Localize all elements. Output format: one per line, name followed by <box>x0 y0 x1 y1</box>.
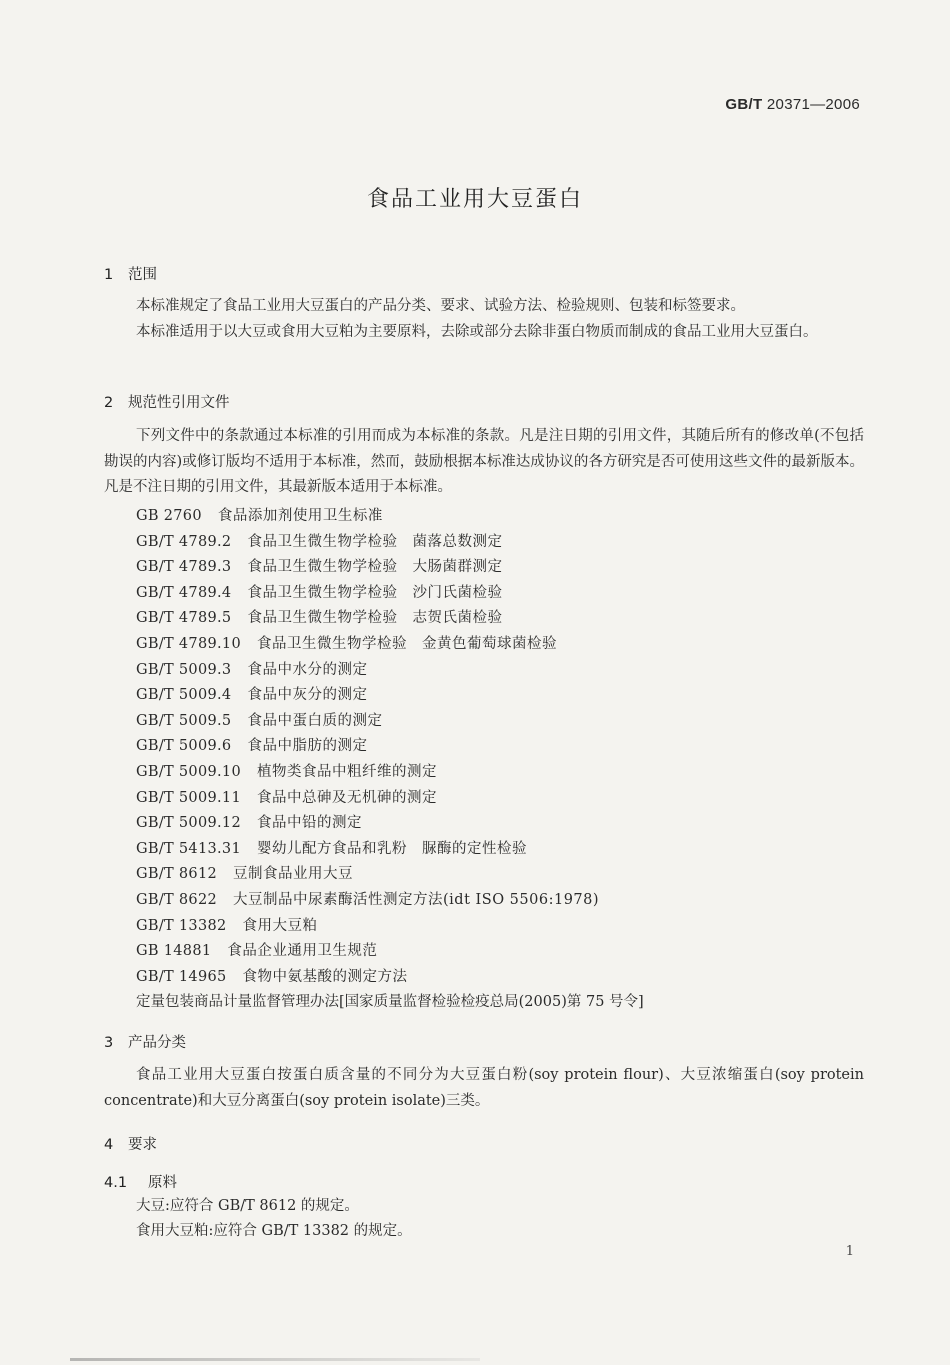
reference-code: GB/T 4789.4 <box>136 584 232 601</box>
standard-number <box>725 96 860 113</box>
reference-code: GB/T 5009.12 <box>136 815 241 832</box>
reference-item <box>136 914 644 940</box>
document-title: 食品工业用大豆蛋白 <box>366 187 583 212</box>
reference-item <box>136 786 644 812</box>
reference-name: 食用大豆粕 <box>242 917 318 934</box>
reference-name: 食物中氨基酸的测定方法 <box>242 968 408 985</box>
reference-name: 食品中脂肪的测定 <box>247 738 368 755</box>
reference-code: GB/T 4789.5 <box>136 610 232 627</box>
reference-item <box>136 939 644 965</box>
reference-item <box>136 965 644 991</box>
section-number: 2 <box>104 395 114 411</box>
section-1-paragraph-1: 本标准规定了食品工业用大豆蛋白的产品分类、要求、试验方法、检验规则、包装和标签要求。 <box>136 298 745 314</box>
subsection-title: 原料 <box>148 1175 177 1191</box>
reference-code: GB/T 4789.3 <box>136 559 232 576</box>
reference-code: GB/T 4789.10 <box>136 635 241 652</box>
reference-name: 食品中灰分的测定 <box>247 687 368 704</box>
reference-item <box>136 581 644 607</box>
reference-name: 豆制食品业用大豆 <box>233 866 354 883</box>
reference-code: GB/T 13382 <box>136 917 227 934</box>
section-4-heading <box>104 1133 157 1154</box>
reference-item <box>136 811 644 837</box>
reference-name: 食品卫生微生物学检验 金黄色葡萄球菌检验 <box>256 635 557 652</box>
reference-code: GB 14881 <box>136 943 212 960</box>
section-title: 规范性引用文件 <box>128 395 230 411</box>
reference-item <box>136 888 644 914</box>
scan-edge-artifact <box>70 1358 480 1361</box>
reference-item <box>136 837 644 863</box>
section-title: 产品分类 <box>128 1035 186 1051</box>
reference-item <box>136 504 644 530</box>
reference-item <box>136 606 644 632</box>
reference-code: GB/T 14965 <box>136 968 227 985</box>
subsection-number: 4.1 <box>104 1175 128 1191</box>
reference-name: 食品卫生微生物学检验 大肠菌群测定 <box>247 559 503 576</box>
section-title: 范围 <box>128 267 157 283</box>
reference-name: 食品添加剂使用卫生标准 <box>217 508 383 524</box>
reference-name: 婴幼儿配方食品和乳粉 脲酶的定性检验 <box>256 840 527 857</box>
reference-name: 植物类食品中粗纤维的测定 <box>256 763 437 780</box>
page-number: 1 <box>845 1244 854 1259</box>
reference-name: 大豆制品中尿素酶活性测定方法(idt ISO 5506:1978) <box>233 891 600 908</box>
reference-code: GB/T 8612 <box>136 866 218 883</box>
reference-item <box>136 734 644 760</box>
reference-name: 食品企业通用卫生规范 <box>227 943 378 960</box>
reference-item-regulation: 定量包装商品计量监督管理办法[国家质量监督检验检疫总局(2005)第 75 号令] <box>136 994 644 1011</box>
reference-item <box>136 862 644 888</box>
section-number: 4 <box>104 1137 114 1153</box>
section-number: 1 <box>104 267 114 283</box>
reference-code: GB/T 8622 <box>136 891 218 908</box>
section-2-intro: 下列文件中的条款通过本标准的引用而成为本标准的条款。凡是注日期的引用文件，其随后所有的修改单(不包括勘误的内容)或修订版均不适用于本标准，然而，鼓励根据本标准达成协议的各方研究是否可使用这些文件的最新版本。凡是不注日期的引用文件，其最新版本适用于本标准。 <box>104 428 864 495</box>
requirement-line-soybean-meal: 食用大豆粕:应符合 GB/T 13382 的规定。 <box>136 1223 412 1239</box>
subsection-4-1-heading <box>104 1171 177 1192</box>
reference-code: GB/T 5009.4 <box>136 687 232 704</box>
reference-code: GB/T 5009.6 <box>136 738 232 755</box>
reference-name: 食品卫生微生物学检验 志贺氏菌检验 <box>247 610 503 627</box>
standard-code: 20371—2006 <box>766 96 860 113</box>
reference-code: GB/T 5009.3 <box>136 661 232 678</box>
reference-name: 食品卫生微生物学检验 菌落总数测定 <box>247 533 503 550</box>
reference-item <box>136 530 644 556</box>
reference-code: GB/T 5413.31 <box>136 840 241 857</box>
reference-item <box>136 632 644 658</box>
reference-code: GB/T 4789.2 <box>136 533 232 550</box>
standard-prefix: GB/T <box>725 96 763 113</box>
reference-name: 食品卫生微生物学检验 沙门氏菌检验 <box>247 584 503 601</box>
reference-list <box>136 504 644 1016</box>
reference-code: GB 2760 <box>136 508 202 524</box>
section-3-paragraph: 食品工业用大豆蛋白按蛋白质含量的不同分为大豆蛋白粉(soy protein flour)、大豆浓缩蛋白(soy protein concentrate)和大豆分离蛋白(soy protein isolate)三类。 <box>104 1067 864 1109</box>
reference-name: 食品中水分的测定 <box>247 661 368 678</box>
reference-item <box>136 658 644 684</box>
requirement-line-soybean: 大豆:应符合 GB/T 8612 的规定。 <box>136 1198 359 1214</box>
reference-item <box>136 709 644 735</box>
reference-code: GB/T 5009.11 <box>136 789 241 806</box>
reference-name: 食品中铅的测定 <box>256 815 362 832</box>
reference-item <box>136 760 644 786</box>
section-2-heading <box>104 391 230 412</box>
section-1-heading <box>104 263 157 284</box>
reference-code: GB/T 5009.10 <box>136 763 241 780</box>
section-title: 要求 <box>128 1137 157 1153</box>
reference-item <box>136 555 644 581</box>
reference-name: 食品中总砷及无机砷的测定 <box>256 789 437 806</box>
section-3-heading <box>104 1031 186 1052</box>
reference-item <box>136 683 644 709</box>
section-number: 3 <box>104 1035 114 1051</box>
reference-code: GB/T 5009.5 <box>136 712 232 729</box>
section-1-paragraph-2: 本标准适用于以大豆或食用大豆粕为主要原料，去除或部分去除非蛋白物质而制成的食品工业用大豆蛋白。 <box>136 324 818 340</box>
reference-name: 食品中蛋白质的测定 <box>247 712 383 729</box>
